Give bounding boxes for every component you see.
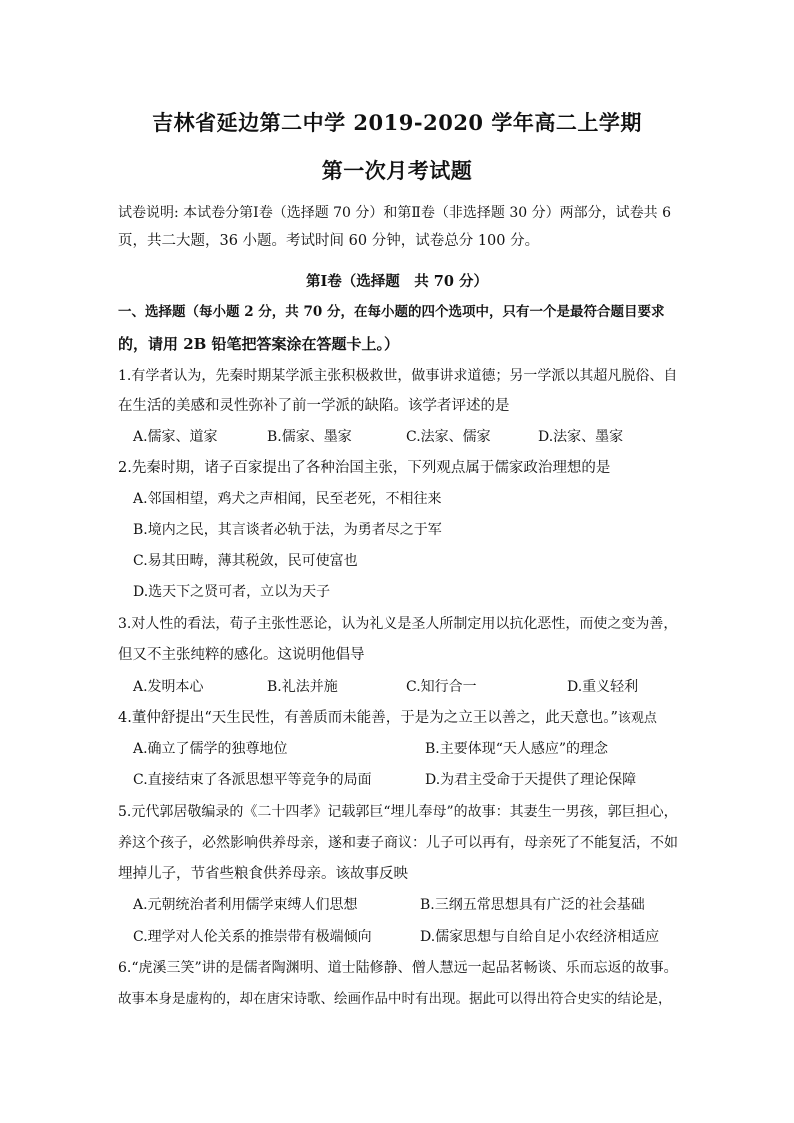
question-6-stem: 故事本身是虚构的，却在唐宋诗歌、绘画作品中时有出现。据此可以得出符合史实的结论是， bbox=[118, 991, 672, 1007]
question-2-stem: 2.先秦时期，诸子百家提出了各种治国主张，下列观点属于儒家政治理想的是 bbox=[118, 460, 611, 476]
question-4-stem bbox=[118, 708, 678, 729]
question-1-stem: 1.有学者认为，先秦时期某学派主张积极救世，做事讲求道德；另一学派以其超凡脱俗、自 bbox=[118, 368, 678, 384]
question-4-option-d: D.为君主受命于天提供了理论保障 bbox=[425, 772, 637, 788]
question-3-stem: 但又不主张纯粹的感化。这说明他倡导 bbox=[118, 647, 365, 663]
question-3-option-a: A.发明本心 bbox=[133, 679, 204, 695]
question-3-stem: 3.对人性的看法，荀子主张性恶论，认为礼义是圣人所制定用以抗化恶性，而使之变为善， bbox=[118, 616, 678, 632]
intro-line-1: 试卷说明: 本试卷分第Ⅰ卷（选择题 70 分）和第Ⅱ卷（非选择题 30 分）两部分，试卷共 6 bbox=[118, 205, 671, 221]
question-4-option-b: B.主要体现“天人感应”的理念 bbox=[425, 741, 609, 757]
question-3-option-c: C.知行合一 bbox=[406, 679, 477, 695]
question-4-stem-tail: 该观点 bbox=[617, 711, 657, 726]
question-2-option-c: C.易其田畴，薄其税敛，民可使富也 bbox=[133, 553, 358, 569]
question-4-option-a: A.确立了儒学的独尊地位 bbox=[133, 741, 288, 757]
exam-title: 吉林省延边第二中学 2019-2020 学年高二上学期 bbox=[152, 110, 642, 135]
question-5-option-b: B.三纲五常思想具有广泛的社会基础 bbox=[420, 897, 645, 913]
question-5-option-c: C.理学对人伦关系的推崇带有极端倾向 bbox=[133, 929, 372, 945]
question-1-option-b: B.儒家、墨家 bbox=[267, 429, 352, 445]
part-heading-line-2: 的，请用 2B 铅笔把答案涂在答题卡上。） bbox=[118, 335, 400, 353]
part-heading-line-1: 一、选择题（每小题 2 分，共 70 分，在每小题的四个选项中，只有一个是最符合题目要求 bbox=[118, 304, 665, 320]
question-5-option-d: D.儒家思想与自给自足小农经济相适应 bbox=[420, 929, 660, 945]
question-2-option-b: B.境内之民，其言谈者必轨于法，为勇者尽之于军 bbox=[133, 522, 442, 538]
question-6-stem: 6.“虎溪三笑”讲的是儒者陶渊明、道士陆修静、僧人慧远一起品茗畅谈、乐而忘返的故事。 bbox=[118, 960, 678, 976]
question-5-stem: 埋掉儿子，节省些粮食供养母亲。该故事反映 bbox=[118, 866, 408, 882]
question-1-option-d: D.法家、墨家 bbox=[538, 429, 624, 445]
question-5-stem: 5.元代郭居敬编录的《二十四孝》记载郭巨“埋儿奉母”的故事：其妻生一男孩，郭巨担心， bbox=[118, 804, 678, 820]
question-5-stem: 养这个孩子，必然影响供养母亲，遂和妻子商议：儿子可以再有，母亲死了不能复活，不如 bbox=[118, 835, 678, 851]
question-1-stem: 在生活的美感和灵性弥补了前一学派的缺陷。该学者评述的是 bbox=[118, 398, 510, 414]
intro-line-2: 页，共二大题，36 小题。考试时间 60 分钟，试卷总分 100 分。 bbox=[118, 233, 540, 249]
exam-subtitle: 第一次月考试题 bbox=[321, 158, 473, 183]
section-heading: 第Ⅰ卷（选择题 共 70 分） bbox=[305, 273, 489, 290]
question-3-option-b: B.礼法并施 bbox=[267, 679, 338, 695]
question-1-option-c: C.法家、儒家 bbox=[406, 429, 491, 445]
question-3-option-d: D.重义轻利 bbox=[567, 679, 639, 695]
question-1-option-a: A.儒家、道家 bbox=[133, 429, 218, 445]
question-2-option-d: D.选天下之贤可者，立以为天子 bbox=[133, 584, 331, 600]
question-4-option-c: C.直接结束了各派思想平等竞争的局面 bbox=[133, 772, 372, 788]
question-2-option-a: A.邻国相望，鸡犬之声相闻，民至老死，不相往来 bbox=[133, 491, 442, 507]
question-4-stem-main: 4.董仲舒提出“天生民性，有善质而未能善，于是为之立王以善之，此天意也。” bbox=[118, 710, 618, 726]
question-5-option-a: A.元朝统治者利用儒学束缚人们思想 bbox=[133, 897, 358, 913]
